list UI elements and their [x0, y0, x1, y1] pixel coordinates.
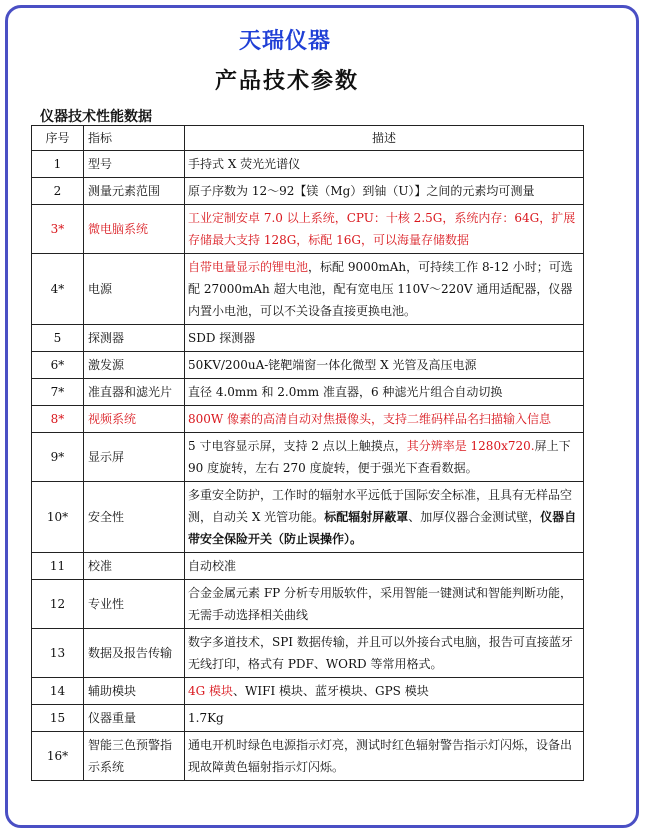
description-segment: 50KV/200uA-铑靶端窗一体化微型 X 光管及高压电源 [188, 358, 477, 372]
row-item: 型号 [84, 151, 185, 178]
row-item: 智能三色预警指示系统 [84, 732, 185, 781]
table-row [32, 678, 584, 705]
section-heading: 仪器技术性能数据 [40, 109, 152, 125]
table-row [32, 553, 584, 580]
table-row [32, 482, 584, 553]
row-number: 5 [32, 325, 84, 352]
description-segment: 、WIFI 模块、蓝牙模块、GPS 模块 [233, 684, 429, 698]
row-item: 电源 [84, 254, 185, 325]
description-segment: 屏上下 90 度旋转，左右 270 度旋转，便于强光下查看数据。 [188, 439, 571, 475]
row-description [185, 205, 584, 254]
row-description [185, 678, 584, 705]
row-description [185, 379, 584, 406]
row-item: 激发源 [84, 352, 185, 379]
row-description [185, 629, 584, 678]
brand-title: 天瑞仪器 [238, 29, 331, 54]
description-segment: 数字多道技术，SPI 数据传输，并且可以外接台式电脑，报告可直接蓝牙无线打印，格式有 PDF、WORD 等常用格式。 [188, 635, 573, 671]
header-desc: 描述 [185, 126, 584, 151]
row-description [185, 151, 584, 178]
row-number: 13 [32, 629, 84, 678]
row-description [185, 254, 584, 325]
row-item: 数据及报告传输 [84, 629, 185, 678]
row-number: 4* [32, 254, 84, 325]
row-item: 仪器重量 [84, 705, 185, 732]
table-row [32, 629, 584, 678]
description-segment: 直径 4.0mm 和 2.0mm 准直器，6 种滤光片组合自动切换 [188, 385, 503, 399]
row-number: 12 [32, 580, 84, 629]
row-description [185, 580, 584, 629]
row-item: 辅助模块 [84, 678, 185, 705]
description-segment: 工业定制安卓 7.0 以上系统，CPU：十核 2.5G，系统内存：64G，扩展存储最大支持 128G，标配 16G，可以海量存储数据 [188, 211, 576, 247]
description-segment: 5 寸电容显示屏，支持 2 点以上触摸点， [188, 439, 407, 453]
row-description [185, 433, 584, 482]
row-description [185, 325, 584, 352]
row-description [185, 732, 584, 781]
description-segment: 多重安全防护，工作时的辐射水平远低于国际安全标准，且具有无样品空测，自动关 X 光管功能。 [188, 488, 573, 524]
row-number: 3* [32, 205, 84, 254]
table-row [32, 151, 584, 178]
table-row [32, 732, 584, 781]
table-row [32, 705, 584, 732]
description-segment: 仪器自带安全保险开关（防止误操作）。 [188, 510, 577, 546]
table-row [32, 254, 584, 325]
row-number: 9* [32, 433, 84, 482]
row-item: 准直器和滤光片 [84, 379, 185, 406]
description-segment: 合金金属元素 FP 分析专用版软件，采用智能一键测试和智能判断功能，无需手动选择相关曲线 [188, 586, 573, 622]
row-description [185, 553, 584, 580]
row-item: 微电脑系统 [84, 205, 185, 254]
row-item: 安全性 [84, 482, 185, 553]
row-number: 7* [32, 379, 84, 406]
row-number: 10* [32, 482, 84, 553]
row-item: 校准 [84, 553, 185, 580]
row-number: 14 [32, 678, 84, 705]
table-row [32, 178, 584, 205]
header-item: 指标 [84, 126, 185, 151]
description-segment: ，标配 9000mAh，可持续工作 8-12 小时；可选配 27000mAh 超大电池，配有宽电压 110V～220V 通用适配器，仪器内置小电池，可以不关设备直接更换电池。 [188, 260, 573, 318]
row-description [185, 178, 584, 205]
row-description [185, 482, 584, 553]
table-row [32, 205, 584, 254]
table-row [32, 433, 584, 482]
description-segment: 、加厚仪器合金测试壁， [408, 510, 541, 524]
table-row [32, 580, 584, 629]
row-number: 15 [32, 705, 84, 732]
row-description [185, 406, 584, 433]
description-segment: 自带电量显示的锂电池 [188, 260, 309, 274]
row-item: 专业性 [84, 580, 185, 629]
row-item: 探测器 [84, 325, 185, 352]
row-number: 6* [32, 352, 84, 379]
row-number: 11 [32, 553, 84, 580]
row-number: 1 [32, 151, 84, 178]
table-row [32, 352, 584, 379]
table-row [32, 406, 584, 433]
row-description [185, 352, 584, 379]
description-segment: 通电开机时绿色电源指示灯亮，测试时红色辐射警告指示灯闪烁，设备出现故障黄色辐射指示灯闪烁。 [188, 738, 573, 774]
description-segment: 原子序数为 12～92【镁（Mg）到铀（U）】之间的元素均可测量 [188, 184, 535, 198]
description-segment: 标配辐射屏蔽罩 [324, 510, 409, 524]
row-item: 显示屏 [84, 433, 185, 482]
row-number: 2 [32, 178, 84, 205]
description-segment: 800W 像素的高清自动对焦摄像头，支持二维码样品名扫描输入信息 [188, 412, 552, 426]
description-segment: 4G 模块 [188, 684, 234, 698]
description-segment: 1.7Kg [188, 711, 224, 725]
page-title: 产品技术参数 [214, 69, 359, 94]
description-segment: 其分辨率是 1280x720. [406, 439, 535, 453]
table-header-row [32, 126, 584, 151]
header-no: 序号 [32, 126, 84, 151]
description-segment: 手持式 X 荧光光谱仪 [188, 157, 301, 171]
row-number: 8* [32, 406, 84, 433]
row-item: 视频系统 [84, 406, 185, 433]
description-segment: SDD 探测器 [188, 331, 256, 345]
row-description [185, 705, 584, 732]
spec-table [31, 125, 584, 781]
row-number: 16* [32, 732, 84, 781]
row-item: 测量元素范围 [84, 178, 185, 205]
table-row [32, 325, 584, 352]
table-row [32, 379, 584, 406]
description-segment: 自动校准 [188, 559, 237, 573]
